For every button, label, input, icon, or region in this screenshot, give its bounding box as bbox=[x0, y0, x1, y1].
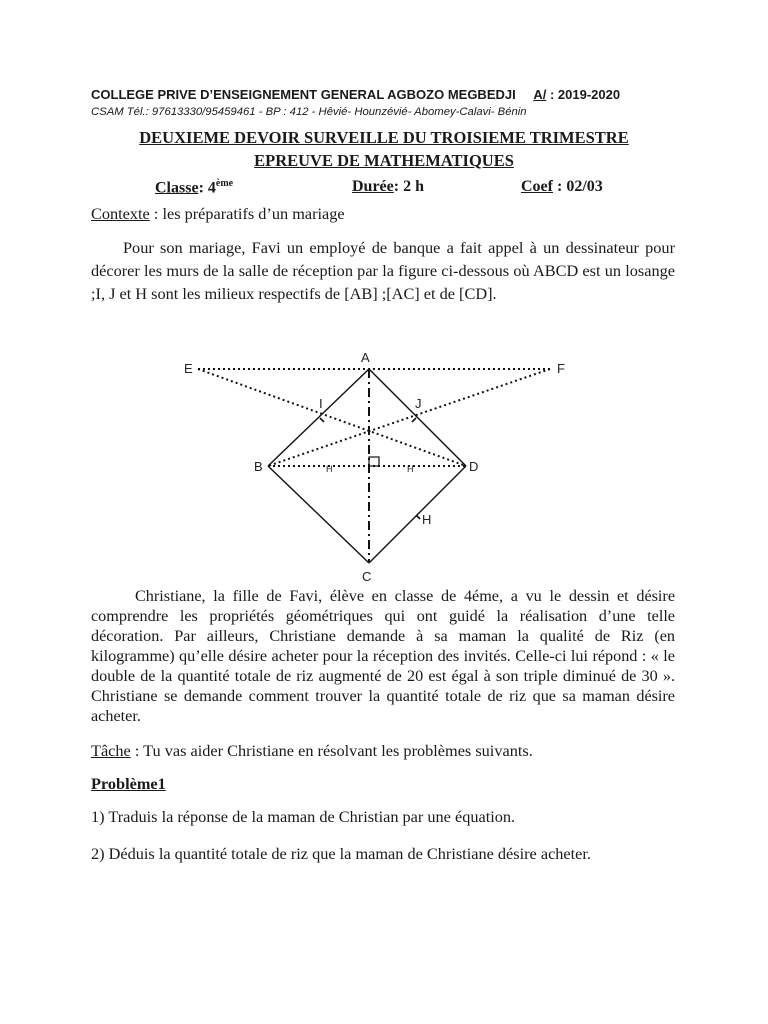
exam-subject: EPREUVE DE MATHEMATIQUES bbox=[254, 151, 514, 170]
segment-ed bbox=[198, 369, 466, 466]
tache-text: : Tu vas aider Christiane en résolvant les problèmes suivants. bbox=[130, 741, 533, 760]
label-f: F bbox=[557, 361, 565, 376]
probleme1-title: Problème1 bbox=[91, 774, 166, 793]
story-paragraph: Christiane, la fille de Favi, élève en classe de 4éme, a vu le dessin et désire comprendre les propriétés géométriques qui ont guidé la réalisation d’une telle décoration. Par ailleurs, Christiane demande à sa maman la qualité de Riz (en kilogramme) qu’elle désire acheter pour la réception des invités. Celle-ci lui répond : « le double de la quantité totale de riz augmenté de 20 est égal à son triple diminué de 30 ». Christiane se demande comment trouver la quantité totale de riz que sa maman désire acheter. bbox=[91, 587, 675, 725]
tache-line bbox=[91, 739, 675, 762]
school-name: COLLEGE PRIVE D’ENSEIGNEMENT GENERAL AGBOZO MEGBEDJI bbox=[91, 87, 516, 102]
label-c: C bbox=[362, 569, 372, 584]
segment-ad bbox=[369, 369, 466, 466]
tick-j bbox=[412, 418, 416, 422]
academic-year: : 2019-2020 bbox=[549, 87, 621, 102]
tick-h bbox=[416, 515, 420, 519]
segment-dc bbox=[369, 466, 466, 563]
right-angle-mark bbox=[369, 457, 379, 466]
contexte-label: Contexte bbox=[91, 204, 150, 223]
segment-ab bbox=[268, 369, 369, 466]
label-b: B bbox=[254, 459, 263, 474]
label-j: J bbox=[415, 396, 422, 411]
label-h-left: H bbox=[326, 464, 333, 474]
academic-year-label: A/ bbox=[533, 87, 547, 102]
question-1: 1) Traduis la réponse de la maman de Christian par une équation. bbox=[91, 807, 516, 826]
duree-label: Durée bbox=[352, 178, 394, 195]
coef-value: : 02/03 bbox=[552, 178, 603, 195]
segment-bc bbox=[268, 466, 369, 563]
contexte-text: : les préparatifs d’un mariage bbox=[149, 204, 345, 223]
rhombus-figure bbox=[170, 345, 590, 585]
question-2: 2) Déduis la quantité totale de riz que la maman de Christiane désire acheter. bbox=[91, 844, 592, 863]
contexte-line bbox=[91, 202, 675, 225]
exam-duree bbox=[352, 178, 424, 196]
classe-label: Classe bbox=[155, 179, 199, 197]
label-d: D bbox=[469, 459, 479, 474]
classe-sup: ème bbox=[215, 178, 234, 189]
exam-coef bbox=[521, 178, 603, 196]
classe-value: : 4 bbox=[198, 179, 216, 197]
segment-fb bbox=[268, 369, 550, 466]
school-contact: CSAM Tél.: 97613330/95459461 - BP : 412 - Hêvié- Hounzévié- Abomey-Calavi- Bénin bbox=[91, 106, 527, 118]
tache-label: Tâche bbox=[91, 741, 131, 760]
tick-i bbox=[320, 418, 324, 422]
exam-title: DEUXIEME DEVOIR SURVEILLE DU TROISIEME TRIMESTRE bbox=[139, 128, 629, 147]
exam-classe bbox=[155, 178, 233, 197]
label-i: I bbox=[319, 396, 323, 411]
label-a: A bbox=[361, 350, 370, 365]
intro-paragraph: Pour son mariage, Favi un employé de banque a fait appel à un dessinateur pour décorer les murs de la salle de réception par la figure ci-dessous où ABCD est un losange ;I, J et H sont les milieux respectifs de [AB] ;[AC] et de [CD]. bbox=[91, 238, 675, 303]
school-header bbox=[91, 87, 620, 102]
label-h-right: H bbox=[407, 464, 414, 474]
label-h: H bbox=[422, 512, 432, 527]
duree-value: : 2 h bbox=[393, 178, 424, 195]
coef-label: Coef bbox=[521, 178, 553, 195]
label-e: E bbox=[184, 361, 193, 376]
